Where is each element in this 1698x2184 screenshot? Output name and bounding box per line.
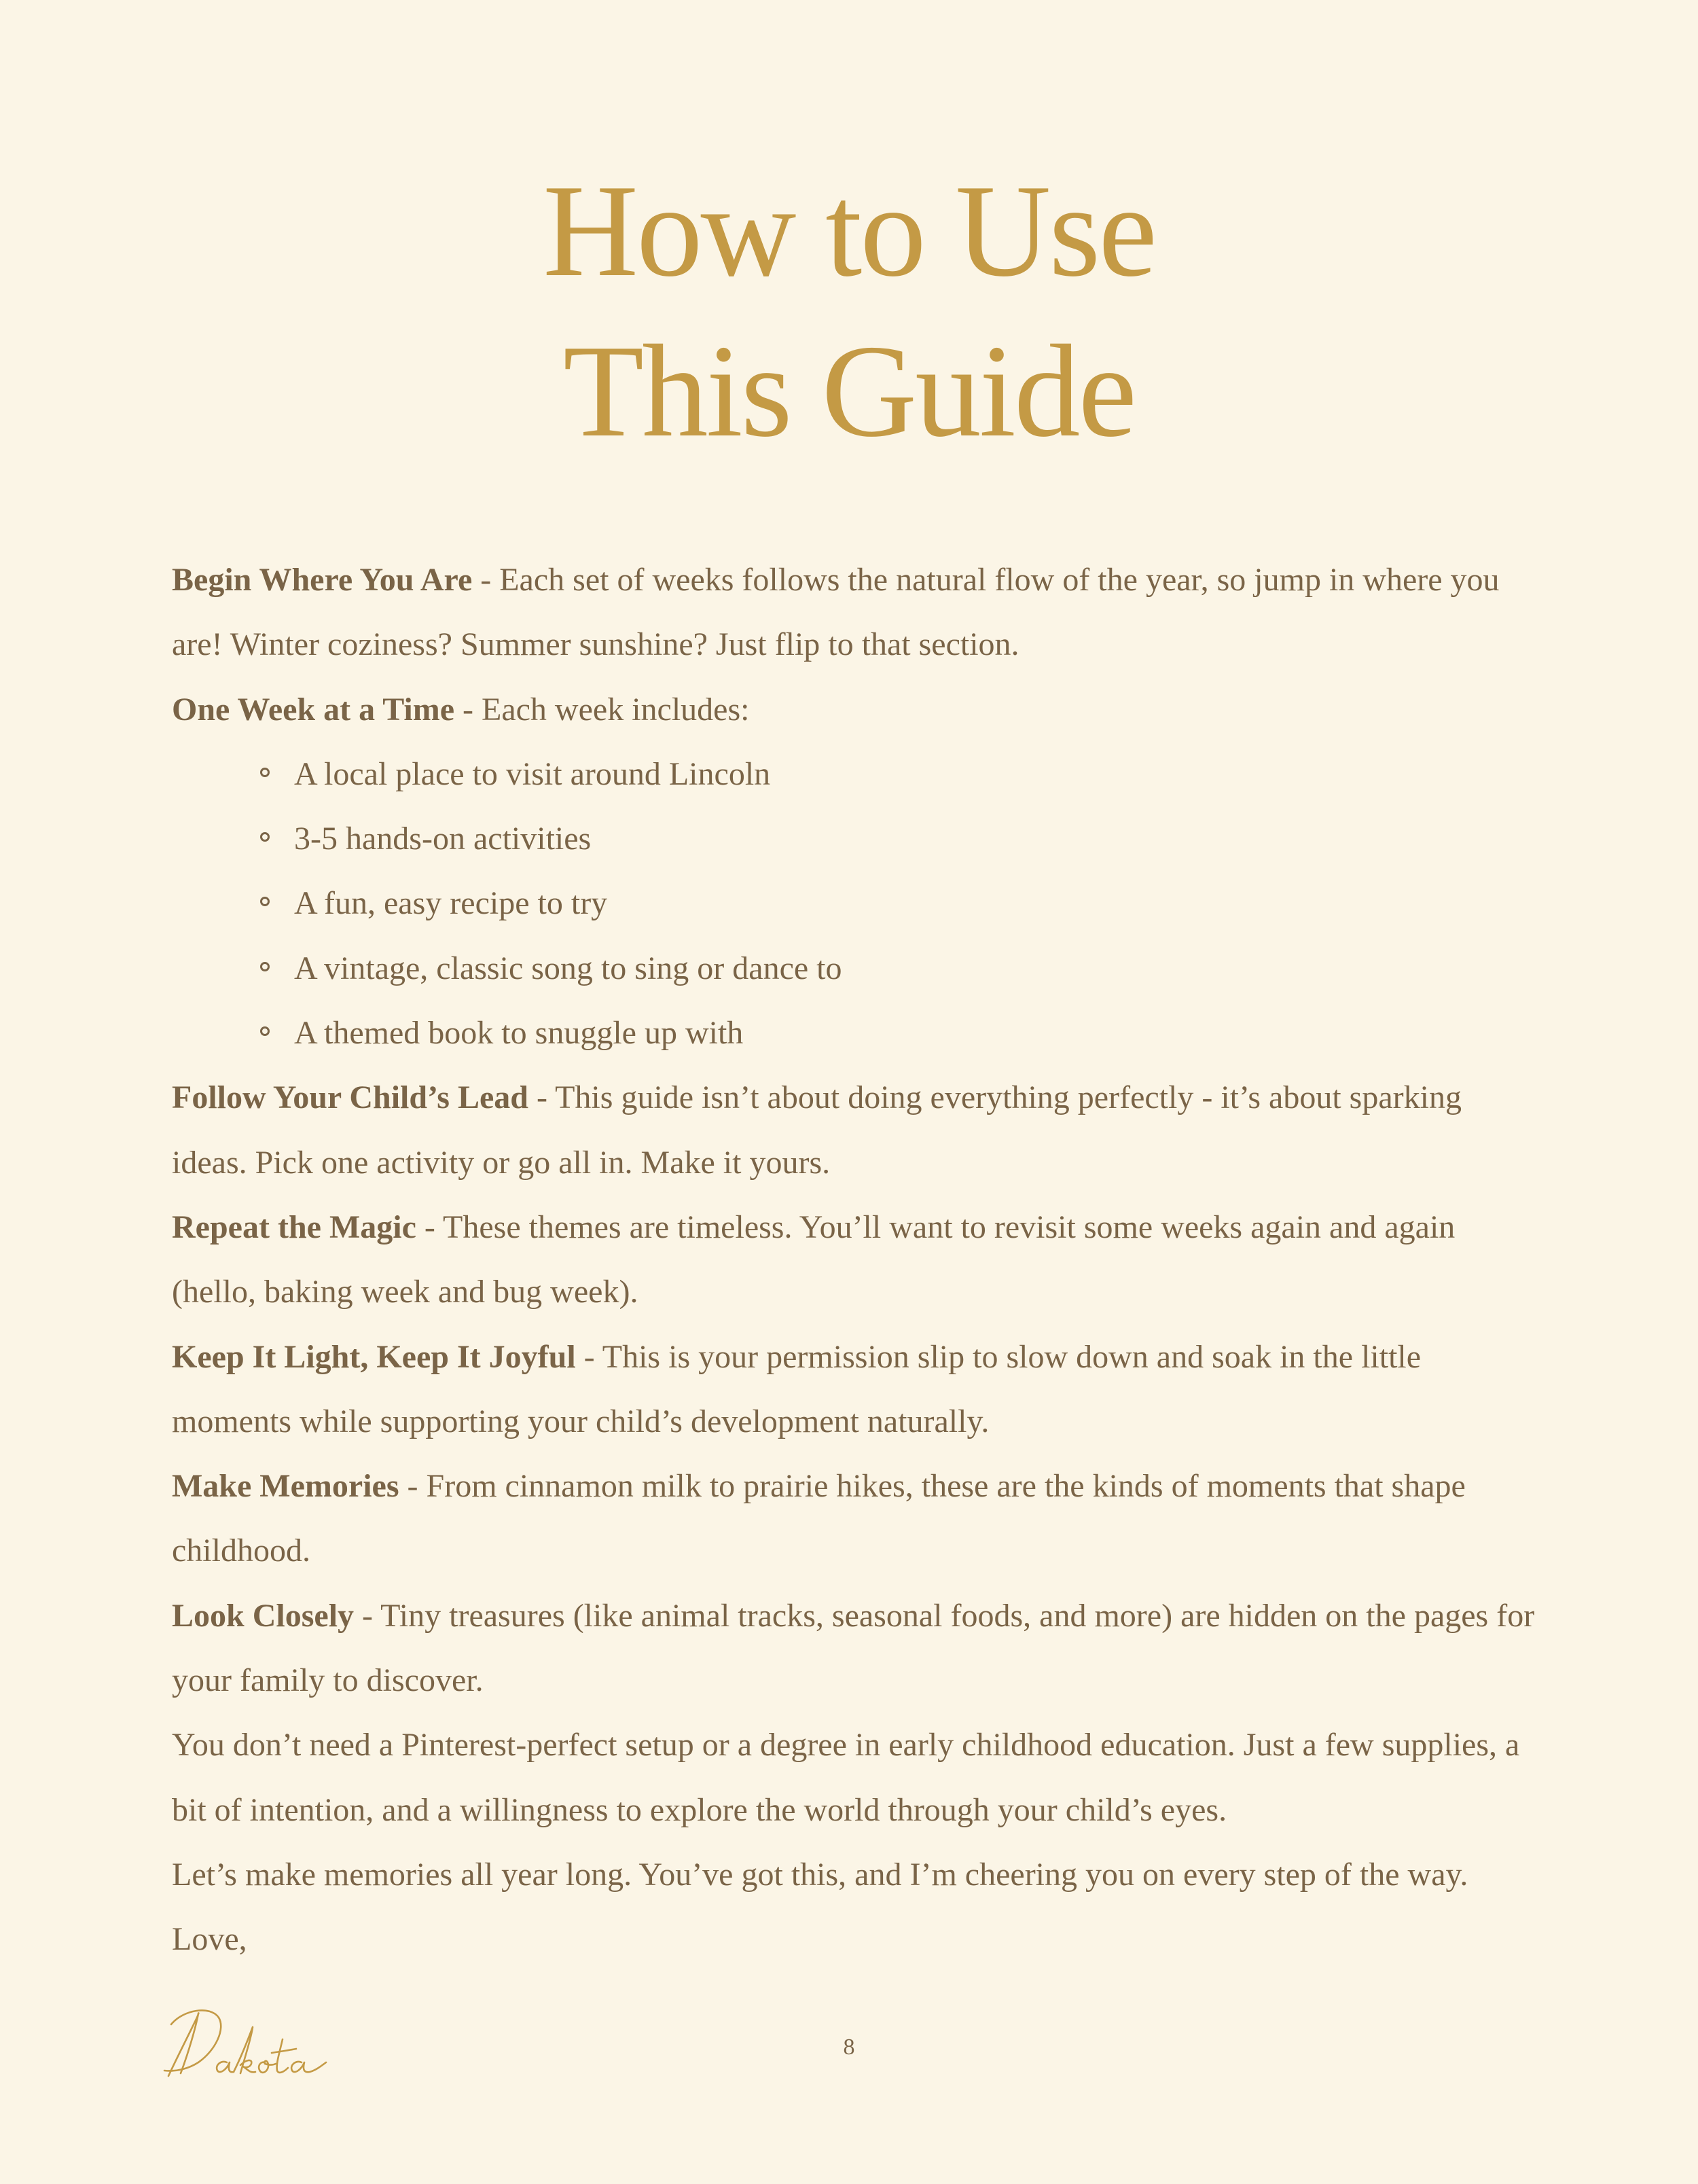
list-item [294, 936, 1537, 1001]
section-text: - Tiny treasures (like animal tracks, seasonal foods, and more) are hidden on the pages for your family to discover. [172, 1597, 1535, 1699]
list-item-text: 3-5 hands-on activities [294, 821, 592, 857]
section-begin-where-you-are [172, 548, 1537, 677]
signoff: Love, [172, 1921, 247, 1958]
section-heading: Keep It Light, Keep It Joyful [172, 1338, 576, 1375]
page-title [0, 151, 1698, 471]
section-keep-it-light [172, 1325, 1537, 1454]
page-number: 8 [843, 2035, 855, 2060]
circle-bullet-icon [260, 832, 270, 842]
title-line-1: How to Use [543, 158, 1155, 304]
section-text: - From cinnamon milk to prairie hikes, these are the kinds of moments that shape childhood. [172, 1468, 1466, 1569]
section-text: - This guide isn’t about doing everything perfectly - it’s about sparking ideas. Pick one activity or go all in. Make it yours. [172, 1079, 1462, 1181]
list-item-text: A local place to visit around Lincoln [294, 755, 771, 792]
circle-bullet-icon [260, 897, 270, 906]
section-text: - Each week includes: [454, 691, 750, 728]
list-item [294, 806, 1537, 871]
guide-body [172, 548, 1537, 1972]
list-item-text: A fun, easy recipe to try [294, 885, 608, 922]
circle-bullet-icon [260, 962, 270, 971]
weekly-includes-list [172, 742, 1537, 1065]
list-item [294, 742, 1537, 806]
section-heading: Make Memories [172, 1468, 399, 1505]
closing-encouragement: Let’s make memories all year long. You’ve got this, and I’m cheering you on every step of the way. [172, 1856, 1468, 1893]
section-look-closely [172, 1583, 1537, 1713]
circle-bullet-icon [260, 1026, 270, 1036]
list-item [294, 1001, 1537, 1065]
section-heading: One Week at a Time [172, 691, 455, 728]
section-text: - This is your permission slip to slow down and soak in the little moments while supporting your child’s development naturally. [172, 1338, 1422, 1439]
section-text: - These themes are timeless. You’ll want to revisit some weeks again and again (hello, baking week and bug week). [172, 1209, 1456, 1310]
section-heading: Follow Your Child’s Lead [172, 1079, 528, 1116]
circle-bullet-icon [260, 768, 270, 777]
section-follow-your-childs-lead [172, 1065, 1537, 1195]
section-heading: Look Closely [172, 1597, 355, 1634]
section-make-memories [172, 1454, 1537, 1583]
section-repeat-the-magic [172, 1195, 1537, 1325]
title-line-2: This Guide [563, 318, 1135, 465]
closing-paragraph: You don’t need a Pinterest-perfect setup or a degree in early childhood education. Just a few supplies, a bit of intention, and a willingness to explore the world through your child’s eyes. [172, 1727, 1520, 1828]
section-one-week-at-a-time [172, 677, 1537, 742]
list-item [294, 871, 1537, 935]
list-item-text: A themed book to snuggle up with [294, 1015, 744, 1052]
section-heading: Begin Where You Are [172, 562, 473, 598]
section-heading: Repeat the Magic [172, 1209, 416, 1245]
list-item-text: A vintage, classic song to sing or dance to [294, 950, 842, 986]
section-text: - Each set of weeks follows the natural flow of the year, so jump in where you are! Winter coziness? Summer sunshine? Just flip to that section. [172, 562, 1500, 663]
